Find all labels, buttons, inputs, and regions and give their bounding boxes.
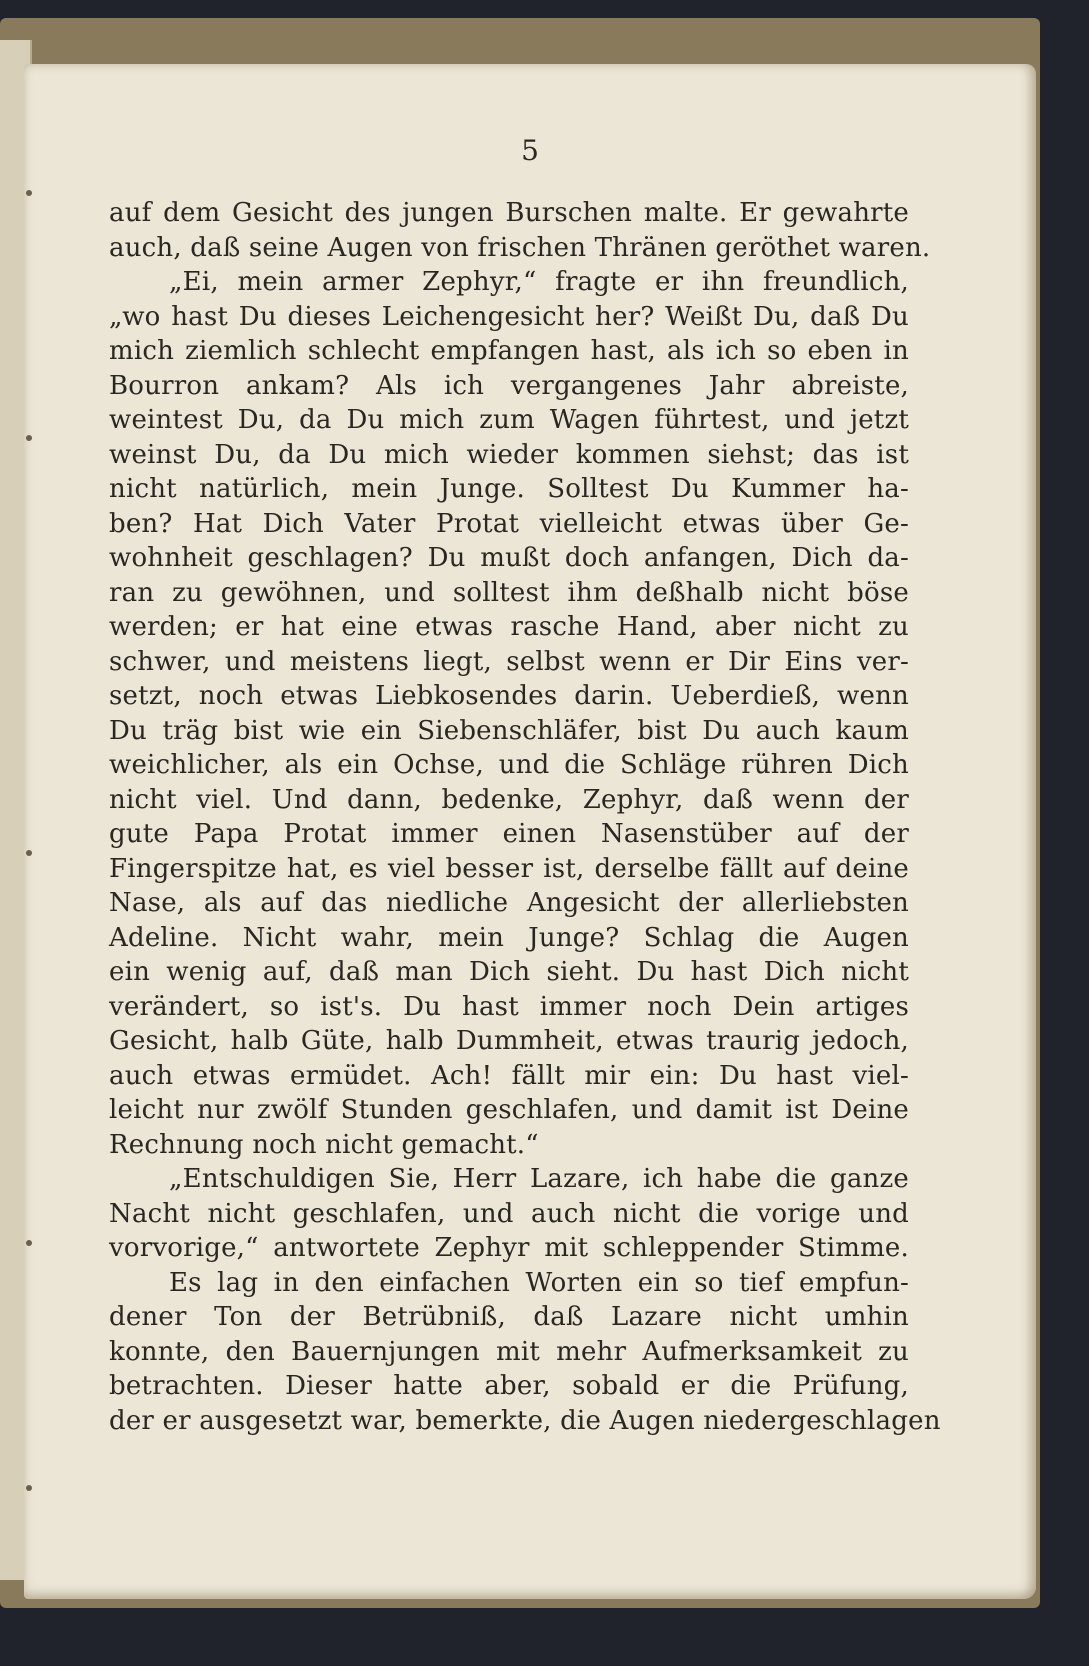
text-line: auf dem Gesicht des jungen Burschen malte. Er gewahrte bbox=[109, 198, 909, 228]
text-line: Nacht nicht geschlafen, und auch nicht die vorige und bbox=[109, 1198, 909, 1229]
text-line: auch, daß seine Augen von frischen Thränen geröthet waren. bbox=[109, 232, 931, 263]
text-line: weintest Du, da Du mich zum Wagen führtest, und jetzt bbox=[109, 405, 909, 435]
page-body-text bbox=[109, 196, 941, 1438]
text-line: verändert, so ist's. Du hast immer noch Dein artiges bbox=[109, 991, 909, 1022]
text-line: „wo hast Du dieses Leichengesicht her? Weißt Du, daß Du bbox=[109, 301, 909, 332]
text-line: leicht nur zwölf Stunden geschlafen, und damit ist Deine bbox=[109, 1095, 909, 1125]
text-line: ben? Hat Dich Vater Protat vielleicht etwas über Ge- bbox=[109, 508, 909, 539]
text-line: nicht natürlich, mein Junge. Solltest Du Kummer ha- bbox=[109, 474, 909, 504]
text-line: schwer, und meistens liegt, selbst wenn er Dir Eins ver- bbox=[109, 646, 909, 677]
text-line: Es lag in den einfachen Worten ein so tief empfun- bbox=[169, 1267, 909, 1298]
text-line: werden; er hat eine etwas rasche Hand, aber nicht zu bbox=[109, 612, 909, 642]
text-line: Rechnung noch nicht gemacht.“ bbox=[109, 1129, 539, 1160]
text-line: ran zu gewöhnen, und solltest ihm deßhalb nicht böse bbox=[109, 577, 909, 608]
book-page bbox=[24, 64, 1036, 1599]
text-line: mich ziemlich schlecht empfangen hast, als ich so eben in bbox=[109, 336, 909, 366]
text-line: „Entschuldigen Sie, Herr Lazare, ich habe die ganze bbox=[169, 1164, 909, 1194]
text-line: weichlicher, als ein Ochse, und die Schläge rühren Dich bbox=[109, 750, 909, 780]
text-line: Bourron ankam? Als ich vergangenes Jahr abreiste, bbox=[109, 370, 909, 401]
margin-mark bbox=[26, 435, 32, 441]
page-number: 5 bbox=[521, 134, 539, 167]
margin-mark bbox=[26, 1240, 32, 1246]
margin-mark bbox=[26, 850, 32, 856]
text-line: „Ei, mein armer Zephyr,“ fragte er ihn freundlich, bbox=[169, 267, 909, 297]
text-line: Du träg bist wie ein Siebenschläfer, bist Du auch kaum bbox=[109, 715, 909, 746]
text-line: ein wenig auf, daß man Dich sieht. Du hast Dich nicht bbox=[109, 957, 909, 987]
text-line: wohnheit geschlagen? Du mußt doch anfangen, Dich da- bbox=[109, 543, 909, 573]
text-line: vorvorige,“ antwortete Zephyr mit schleppender Stimme. bbox=[109, 1233, 909, 1263]
text-line: auch etwas ermüdet. Ach! fällt mir ein: Du hast viel- bbox=[109, 1060, 909, 1091]
text-line: betrachten. Dieser hatte aber, sobald er die Prüfung, bbox=[109, 1371, 909, 1401]
text-line: konnte, den Bauernjungen mit mehr Aufmerksamkeit zu bbox=[109, 1336, 909, 1367]
text-line: Gesicht, halb Güte, halb Dummheit, etwas traurig jedoch, bbox=[109, 1026, 909, 1056]
margin-mark bbox=[26, 190, 32, 196]
text-line: setzt, noch etwas Liebkosendes darin. Ueberdieß, wenn bbox=[109, 681, 909, 711]
text-line: Nase, als auf das niedliche Angesicht der allerliebsten bbox=[109, 888, 909, 918]
text-line: weinst Du, da Du mich wieder kommen siehst; das ist bbox=[109, 439, 909, 470]
text-line: Adeline. Nicht wahr, mein Junge? Schlag die Augen bbox=[109, 922, 909, 953]
text-line: Fingerspitze hat, es viel besser ist, derselbe fällt auf deine bbox=[109, 853, 909, 884]
text-line: nicht viel. Und dann, bedenke, Zephyr, daß wenn der bbox=[109, 784, 909, 815]
text-line: gute Papa Protat immer einen Nasenstüber auf der bbox=[109, 819, 909, 849]
text-line: der er ausgesetzt war, bemerkte, die Augen niedergeschlagen bbox=[109, 1405, 941, 1436]
text-line: dener Ton der Betrübniß, daß Lazare nicht umhin bbox=[109, 1302, 909, 1332]
margin-mark bbox=[26, 1485, 32, 1491]
